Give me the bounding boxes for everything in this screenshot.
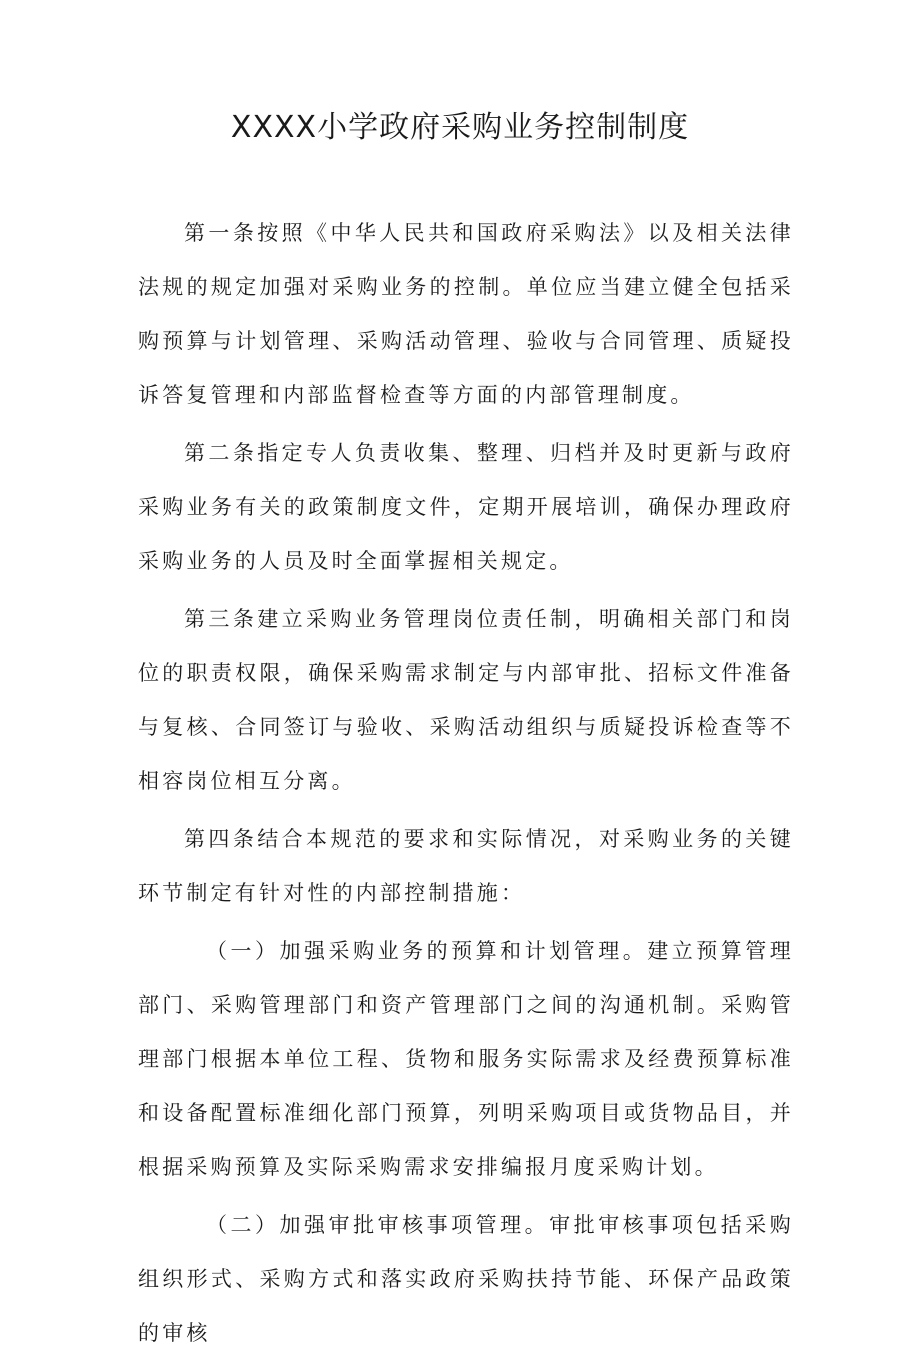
article-3-paragraph: 第三条建立采购业务管理岗位责任制，明确相关部门和岗位的职责权限，确保采购需求制定与内部审批、招标文件准备与复核、合同签订与验收、采购活动组织与质疑投诉检查等不相容岗位相互分离。 (138, 607, 794, 793)
article-4-item-2-paragraph: （二）加强审批审核事项管理。审批审核事项包括采购组织形式、采购方式和落实政府采购扶持节能、环保产品政策的审核 (138, 1213, 794, 1345)
article-4-item-1-paragraph: （一）加强采购业务的预算和计划管理。建立预算管理部门、采购管理部门和资产管理部门之间的沟通机制。采购管理部门根据本单位工程、货物和服务实际需求及经费预算标准和设备配置标准细化部门预算，列明采购项目或货物品目，并根据采购预算及实际采购需求安排编报月度采购计划。 (138, 939, 794, 1179)
article-4-paragraph: 第四条结合本规范的要求和实际情况，对采购业务的关键环节制定有针对性的内部控制措施： (138, 827, 794, 905)
article-1-paragraph: 第一条按照《中华人民共和国政府采购法》以及相关法律法规的规定加强对采购业务的控制。单位应当建立健全包括采购预算与计划管理、采购活动管理、验收与合同管理、质疑投诉答复管理和内部监督检查等方面的内部管理制度。 (138, 221, 794, 407)
article-2-paragraph: 第二条指定专人负责收集、整理、归档并及时更新与政府采购业务有关的政策制度文件，定期开展培训，确保办理政府采购业务的人员及时全面掌握相关规定。 (138, 441, 794, 573)
document-body (138, 206, 794, 1364)
document-title: XXXX小学政府采购业务控制制度 (230, 110, 690, 145)
